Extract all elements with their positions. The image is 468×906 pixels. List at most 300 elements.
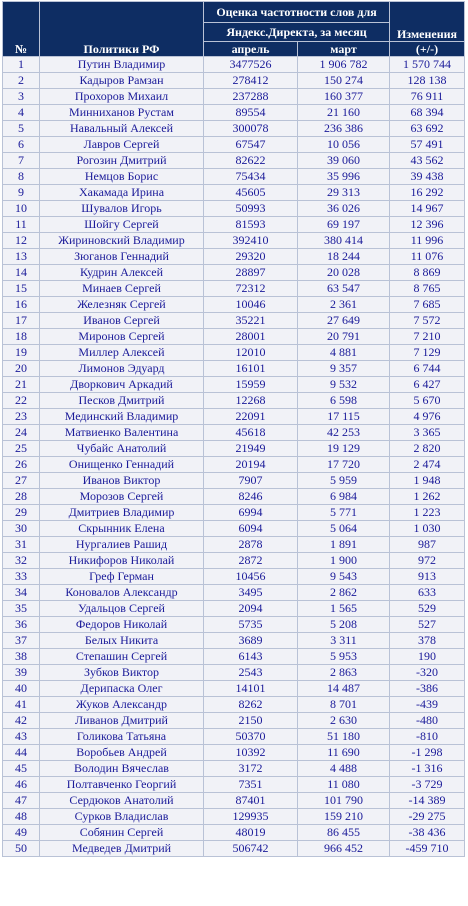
row-number: 13 bbox=[3, 249, 40, 265]
row-number: 38 bbox=[3, 649, 40, 665]
row-number: 47 bbox=[3, 793, 40, 809]
row-number: 37 bbox=[3, 633, 40, 649]
header-april: апрель bbox=[204, 42, 298, 57]
change-value: 527 bbox=[390, 617, 465, 633]
politician-name: Жириновский Владимир bbox=[40, 233, 204, 249]
politician-name: Иванов Сергей bbox=[40, 313, 204, 329]
row-number: 41 bbox=[3, 697, 40, 713]
change-value: 5 670 bbox=[390, 393, 465, 409]
table-row bbox=[3, 761, 465, 777]
april-value: 14101 bbox=[204, 681, 298, 697]
table-row bbox=[3, 825, 465, 841]
april-value: 89554 bbox=[204, 105, 298, 121]
march-value: 27 649 bbox=[298, 313, 390, 329]
april-value: 10456 bbox=[204, 569, 298, 585]
change-value: 4 976 bbox=[390, 409, 465, 425]
table-row bbox=[3, 249, 465, 265]
table-row bbox=[3, 601, 465, 617]
change-value: 39 438 bbox=[390, 169, 465, 185]
row-number: 28 bbox=[3, 489, 40, 505]
april-value: 16101 bbox=[204, 361, 298, 377]
march-value: 4 488 bbox=[298, 761, 390, 777]
politician-name: Ливанов Дмитрий bbox=[40, 713, 204, 729]
change-value: 7 210 bbox=[390, 329, 465, 345]
change-value: 633 bbox=[390, 585, 465, 601]
row-number: 11 bbox=[3, 217, 40, 233]
header-changes bbox=[390, 2, 465, 42]
april-value: 7907 bbox=[204, 473, 298, 489]
march-value: 4 881 bbox=[298, 345, 390, 361]
change-value: 972 bbox=[390, 553, 465, 569]
april-value: 50370 bbox=[204, 729, 298, 745]
march-value: 1 891 bbox=[298, 537, 390, 553]
april-value: 5735 bbox=[204, 617, 298, 633]
table-row bbox=[3, 489, 465, 505]
row-number: 45 bbox=[3, 761, 40, 777]
april-value: 2878 bbox=[204, 537, 298, 553]
march-value: 1 906 782 bbox=[298, 57, 390, 73]
table-row bbox=[3, 281, 465, 297]
table-row bbox=[3, 457, 465, 473]
april-value: 10392 bbox=[204, 745, 298, 761]
row-number: 16 bbox=[3, 297, 40, 313]
table-row bbox=[3, 169, 465, 185]
table-row bbox=[3, 137, 465, 153]
change-value: 2 820 bbox=[390, 441, 465, 457]
politician-name: Сердюков Анатолий bbox=[40, 793, 204, 809]
table-row bbox=[3, 841, 465, 857]
april-value: 6094 bbox=[204, 521, 298, 537]
march-value: 6 598 bbox=[298, 393, 390, 409]
politician-name: Коновалов Александр bbox=[40, 585, 204, 601]
april-value: 3172 bbox=[204, 761, 298, 777]
politicians-frequency-table bbox=[2, 1, 465, 857]
politician-name: Белых Никита bbox=[40, 633, 204, 649]
row-number: 19 bbox=[3, 345, 40, 361]
march-value: 5 208 bbox=[298, 617, 390, 633]
march-value: 36 026 bbox=[298, 201, 390, 217]
march-value: 9 357 bbox=[298, 361, 390, 377]
table-row bbox=[3, 313, 465, 329]
row-number: 43 bbox=[3, 729, 40, 745]
header-politicians: Политики РФ bbox=[40, 2, 204, 57]
april-value: 12010 bbox=[204, 345, 298, 361]
change-value: 8 869 bbox=[390, 265, 465, 281]
politician-name: Никифоров Николай bbox=[40, 553, 204, 569]
row-number: 21 bbox=[3, 377, 40, 393]
change-value: 11 076 bbox=[390, 249, 465, 265]
politician-name: Сурков Владислав bbox=[40, 809, 204, 825]
april-value: 10046 bbox=[204, 297, 298, 313]
march-value: 159 210 bbox=[298, 809, 390, 825]
april-value: 20194 bbox=[204, 457, 298, 473]
politician-name: Дерипаска Олег bbox=[40, 681, 204, 697]
row-number: 34 bbox=[3, 585, 40, 601]
row-number: 20 bbox=[3, 361, 40, 377]
march-value: 42 253 bbox=[298, 425, 390, 441]
table-row bbox=[3, 345, 465, 361]
change-value: 7 685 bbox=[390, 297, 465, 313]
change-value: 57 491 bbox=[390, 137, 465, 153]
april-value: 45605 bbox=[204, 185, 298, 201]
march-value: 9 532 bbox=[298, 377, 390, 393]
politician-name: Володин Вячеслав bbox=[40, 761, 204, 777]
table-row bbox=[3, 505, 465, 521]
march-value: 11 080 bbox=[298, 777, 390, 793]
change-value: 6 427 bbox=[390, 377, 465, 393]
april-value: 2150 bbox=[204, 713, 298, 729]
politician-name: Мединский Владимир bbox=[40, 409, 204, 425]
march-value: 5 953 bbox=[298, 649, 390, 665]
march-value: 2 361 bbox=[298, 297, 390, 313]
april-value: 35221 bbox=[204, 313, 298, 329]
change-value: 1 030 bbox=[390, 521, 465, 537]
march-value: 8 701 bbox=[298, 697, 390, 713]
politician-name: Лимонов Эдуард bbox=[40, 361, 204, 377]
april-value: 72312 bbox=[204, 281, 298, 297]
politician-name: Собянин Сергей bbox=[40, 825, 204, 841]
change-value: 1 262 bbox=[390, 489, 465, 505]
politician-name: Полтавченко Георгий bbox=[40, 777, 204, 793]
politician-name: Кадыров Рамзан bbox=[40, 73, 204, 89]
row-number: 31 bbox=[3, 537, 40, 553]
april-value: 28897 bbox=[204, 265, 298, 281]
change-value: 1 570 744 bbox=[390, 57, 465, 73]
march-value: 69 197 bbox=[298, 217, 390, 233]
april-value: 392410 bbox=[204, 233, 298, 249]
march-value: 11 690 bbox=[298, 745, 390, 761]
change-value: 16 292 bbox=[390, 185, 465, 201]
april-value: 7351 bbox=[204, 777, 298, 793]
change-value: -38 436 bbox=[390, 825, 465, 841]
change-value: 6 744 bbox=[390, 361, 465, 377]
politician-name: Песков Дмитрий bbox=[40, 393, 204, 409]
march-value: 21 160 bbox=[298, 105, 390, 121]
march-value: 236 386 bbox=[298, 121, 390, 137]
row-number: 24 bbox=[3, 425, 40, 441]
row-number: 15 bbox=[3, 281, 40, 297]
row-number: 4 bbox=[3, 105, 40, 121]
row-number: 44 bbox=[3, 745, 40, 761]
march-value: 6 984 bbox=[298, 489, 390, 505]
march-value: 2 630 bbox=[298, 713, 390, 729]
march-value: 20 791 bbox=[298, 329, 390, 345]
april-value: 6143 bbox=[204, 649, 298, 665]
table-row bbox=[3, 441, 465, 457]
march-value: 2 863 bbox=[298, 665, 390, 681]
april-value: 45618 bbox=[204, 425, 298, 441]
table-row bbox=[3, 329, 465, 345]
row-number: 36 bbox=[3, 617, 40, 633]
politician-name: Воробьев Андрей bbox=[40, 745, 204, 761]
april-value: 278412 bbox=[204, 73, 298, 89]
row-number: 32 bbox=[3, 553, 40, 569]
change-value: 913 bbox=[390, 569, 465, 585]
march-value: 2 862 bbox=[298, 585, 390, 601]
april-value: 237288 bbox=[204, 89, 298, 105]
march-value: 17 115 bbox=[298, 409, 390, 425]
april-value: 28001 bbox=[204, 329, 298, 345]
row-number: 39 bbox=[3, 665, 40, 681]
march-value: 39 060 bbox=[298, 153, 390, 169]
march-value: 380 414 bbox=[298, 233, 390, 249]
politician-name: Матвиенко Валентина bbox=[40, 425, 204, 441]
april-value: 506742 bbox=[204, 841, 298, 857]
change-value: 14 967 bbox=[390, 201, 465, 217]
row-number: 12 bbox=[3, 233, 40, 249]
table-row bbox=[3, 665, 465, 681]
table-row bbox=[3, 105, 465, 121]
april-value: 2543 bbox=[204, 665, 298, 681]
table-row bbox=[3, 361, 465, 377]
politician-name: Федоров Николай bbox=[40, 617, 204, 633]
march-value: 17 720 bbox=[298, 457, 390, 473]
march-value: 1 565 bbox=[298, 601, 390, 617]
april-value: 87401 bbox=[204, 793, 298, 809]
april-value: 29320 bbox=[204, 249, 298, 265]
politician-name: Степашин Сергей bbox=[40, 649, 204, 665]
april-value: 15959 bbox=[204, 377, 298, 393]
april-value: 8246 bbox=[204, 489, 298, 505]
change-value: -1 316 bbox=[390, 761, 465, 777]
change-value: -29 275 bbox=[390, 809, 465, 825]
politician-name: Голикова Татьяна bbox=[40, 729, 204, 745]
march-value: 1 900 bbox=[298, 553, 390, 569]
politician-name: Навальный Алексей bbox=[40, 121, 204, 137]
march-value: 3 311 bbox=[298, 633, 390, 649]
row-number: 27 bbox=[3, 473, 40, 489]
table-row bbox=[3, 569, 465, 585]
change-value: 43 562 bbox=[390, 153, 465, 169]
header-changes-unit: (+/-) bbox=[390, 42, 465, 57]
change-value: 378 bbox=[390, 633, 465, 649]
april-value: 75434 bbox=[204, 169, 298, 185]
march-value: 29 313 bbox=[298, 185, 390, 201]
row-number: 8 bbox=[3, 169, 40, 185]
politician-name: Дмитриев Владимир bbox=[40, 505, 204, 521]
table-row bbox=[3, 201, 465, 217]
change-value: 68 394 bbox=[390, 105, 465, 121]
politician-name: Удальцов Сергей bbox=[40, 601, 204, 617]
table-row bbox=[3, 777, 465, 793]
change-value: -810 bbox=[390, 729, 465, 745]
table-row bbox=[3, 713, 465, 729]
politician-name: Лавров Сергей bbox=[40, 137, 204, 153]
change-value: 8 765 bbox=[390, 281, 465, 297]
table-row bbox=[3, 553, 465, 569]
change-value: 128 138 bbox=[390, 73, 465, 89]
change-value: 2 474 bbox=[390, 457, 465, 473]
change-value: -3 729 bbox=[390, 777, 465, 793]
politician-name: Минаев Сергей bbox=[40, 281, 204, 297]
row-number: 40 bbox=[3, 681, 40, 697]
march-value: 160 377 bbox=[298, 89, 390, 105]
march-value: 19 129 bbox=[298, 441, 390, 457]
politician-name: Иванов Виктор bbox=[40, 473, 204, 489]
politician-name: Миронов Сергей bbox=[40, 329, 204, 345]
table-row bbox=[3, 89, 465, 105]
table-row bbox=[3, 809, 465, 825]
change-value: 7 572 bbox=[390, 313, 465, 329]
change-value: -1 298 bbox=[390, 745, 465, 761]
march-value: 5 959 bbox=[298, 473, 390, 489]
table-row bbox=[3, 377, 465, 393]
table-row bbox=[3, 697, 465, 713]
change-value: 1 948 bbox=[390, 473, 465, 489]
table-row bbox=[3, 633, 465, 649]
row-number: 35 bbox=[3, 601, 40, 617]
row-number: 3 bbox=[3, 89, 40, 105]
april-value: 50993 bbox=[204, 201, 298, 217]
march-value: 5 771 bbox=[298, 505, 390, 521]
header-num: № bbox=[3, 2, 40, 57]
change-value: -459 710 bbox=[390, 841, 465, 857]
table-row bbox=[3, 617, 465, 633]
april-value: 48019 bbox=[204, 825, 298, 841]
march-value: 5 064 bbox=[298, 521, 390, 537]
politician-name: Хакамада Ирина bbox=[40, 185, 204, 201]
row-number: 6 bbox=[3, 137, 40, 153]
table-row bbox=[3, 73, 465, 89]
row-number: 9 bbox=[3, 185, 40, 201]
april-value: 22091 bbox=[204, 409, 298, 425]
change-value: 11 996 bbox=[390, 233, 465, 249]
table-row bbox=[3, 649, 465, 665]
march-value: 966 452 bbox=[298, 841, 390, 857]
march-value: 9 543 bbox=[298, 569, 390, 585]
politician-name: Путин Владимир bbox=[40, 57, 204, 73]
table-row bbox=[3, 217, 465, 233]
change-value: 190 bbox=[390, 649, 465, 665]
politician-name: Прохоров Михаил bbox=[40, 89, 204, 105]
table-row bbox=[3, 537, 465, 553]
table-body bbox=[3, 57, 465, 857]
change-value: 76 911 bbox=[390, 89, 465, 105]
row-number: 22 bbox=[3, 393, 40, 409]
march-value: 14 487 bbox=[298, 681, 390, 697]
table-row bbox=[3, 425, 465, 441]
change-value: 7 129 bbox=[390, 345, 465, 361]
row-number: 10 bbox=[3, 201, 40, 217]
april-value: 2872 bbox=[204, 553, 298, 569]
change-value: 529 bbox=[390, 601, 465, 617]
politician-name: Чубайс Анатолий bbox=[40, 441, 204, 457]
march-value: 10 056 bbox=[298, 137, 390, 153]
change-value: 63 692 bbox=[390, 121, 465, 137]
header-changes-label: Изменения bbox=[396, 27, 458, 41]
politician-name: Зюганов Геннадий bbox=[40, 249, 204, 265]
change-value: -386 bbox=[390, 681, 465, 697]
row-number: 30 bbox=[3, 521, 40, 537]
april-value: 300078 bbox=[204, 121, 298, 137]
politician-name: Зубков Виктор bbox=[40, 665, 204, 681]
row-number: 5 bbox=[3, 121, 40, 137]
march-value: 35 996 bbox=[298, 169, 390, 185]
politician-name: Дворкович Аркадий bbox=[40, 377, 204, 393]
march-value: 63 547 bbox=[298, 281, 390, 297]
header-frequency-line1: Оценка частотности слов для bbox=[204, 2, 390, 23]
table-row bbox=[3, 729, 465, 745]
change-value: 12 396 bbox=[390, 217, 465, 233]
april-value: 3689 bbox=[204, 633, 298, 649]
april-value: 6994 bbox=[204, 505, 298, 521]
table-row bbox=[3, 793, 465, 809]
march-value: 101 790 bbox=[298, 793, 390, 809]
table-row bbox=[3, 521, 465, 537]
table-row bbox=[3, 265, 465, 281]
politician-name: Нургалиев Рашид bbox=[40, 537, 204, 553]
politician-name: Миллер Алексей bbox=[40, 345, 204, 361]
row-number: 33 bbox=[3, 569, 40, 585]
april-value: 3477526 bbox=[204, 57, 298, 73]
row-number: 48 bbox=[3, 809, 40, 825]
politician-name: Греф Герман bbox=[40, 569, 204, 585]
politician-name: Морозов Сергей bbox=[40, 489, 204, 505]
table-row bbox=[3, 585, 465, 601]
row-number: 25 bbox=[3, 441, 40, 457]
april-value: 12268 bbox=[204, 393, 298, 409]
change-value: -439 bbox=[390, 697, 465, 713]
politician-name: Медведев Дмитрий bbox=[40, 841, 204, 857]
politician-name: Шувалов Игорь bbox=[40, 201, 204, 217]
politician-name: Жуков Александр bbox=[40, 697, 204, 713]
change-value: -14 389 bbox=[390, 793, 465, 809]
change-value: 3 365 bbox=[390, 425, 465, 441]
row-number: 26 bbox=[3, 457, 40, 473]
row-number: 50 bbox=[3, 841, 40, 857]
politician-name: Шойгу Сергей bbox=[40, 217, 204, 233]
march-value: 150 274 bbox=[298, 73, 390, 89]
politician-name: Минниханов Рустам bbox=[40, 105, 204, 121]
row-number: 1 bbox=[3, 57, 40, 73]
march-value: 86 455 bbox=[298, 825, 390, 841]
header-frequency-line2: Яндекс.Директа, за месяц bbox=[204, 23, 390, 42]
politician-name: Немцов Борис bbox=[40, 169, 204, 185]
row-number: 23 bbox=[3, 409, 40, 425]
row-number: 14 bbox=[3, 265, 40, 281]
march-value: 51 180 bbox=[298, 729, 390, 745]
row-number: 7 bbox=[3, 153, 40, 169]
march-value: 20 028 bbox=[298, 265, 390, 281]
politician-name: Скрынник Елена bbox=[40, 521, 204, 537]
table-row bbox=[3, 57, 465, 73]
change-value: 1 223 bbox=[390, 505, 465, 521]
row-number: 42 bbox=[3, 713, 40, 729]
table-row bbox=[3, 153, 465, 169]
april-value: 2094 bbox=[204, 601, 298, 617]
politician-name: Железняк Сергей bbox=[40, 297, 204, 313]
march-value: 18 244 bbox=[298, 249, 390, 265]
april-value: 82622 bbox=[204, 153, 298, 169]
april-value: 8262 bbox=[204, 697, 298, 713]
table-row bbox=[3, 393, 465, 409]
table-row bbox=[3, 297, 465, 313]
table-row bbox=[3, 185, 465, 201]
politician-name: Онищенко Геннадий bbox=[40, 457, 204, 473]
april-value: 21949 bbox=[204, 441, 298, 457]
table-row bbox=[3, 681, 465, 697]
change-value: -480 bbox=[390, 713, 465, 729]
april-value: 129935 bbox=[204, 809, 298, 825]
politician-name: Рогозин Дмитрий bbox=[40, 153, 204, 169]
header-march: март bbox=[298, 42, 390, 57]
change-value: 987 bbox=[390, 537, 465, 553]
april-value: 3495 bbox=[204, 585, 298, 601]
row-number: 46 bbox=[3, 777, 40, 793]
row-number: 29 bbox=[3, 505, 40, 521]
row-number: 49 bbox=[3, 825, 40, 841]
politician-name: Кудрин Алексей bbox=[40, 265, 204, 281]
